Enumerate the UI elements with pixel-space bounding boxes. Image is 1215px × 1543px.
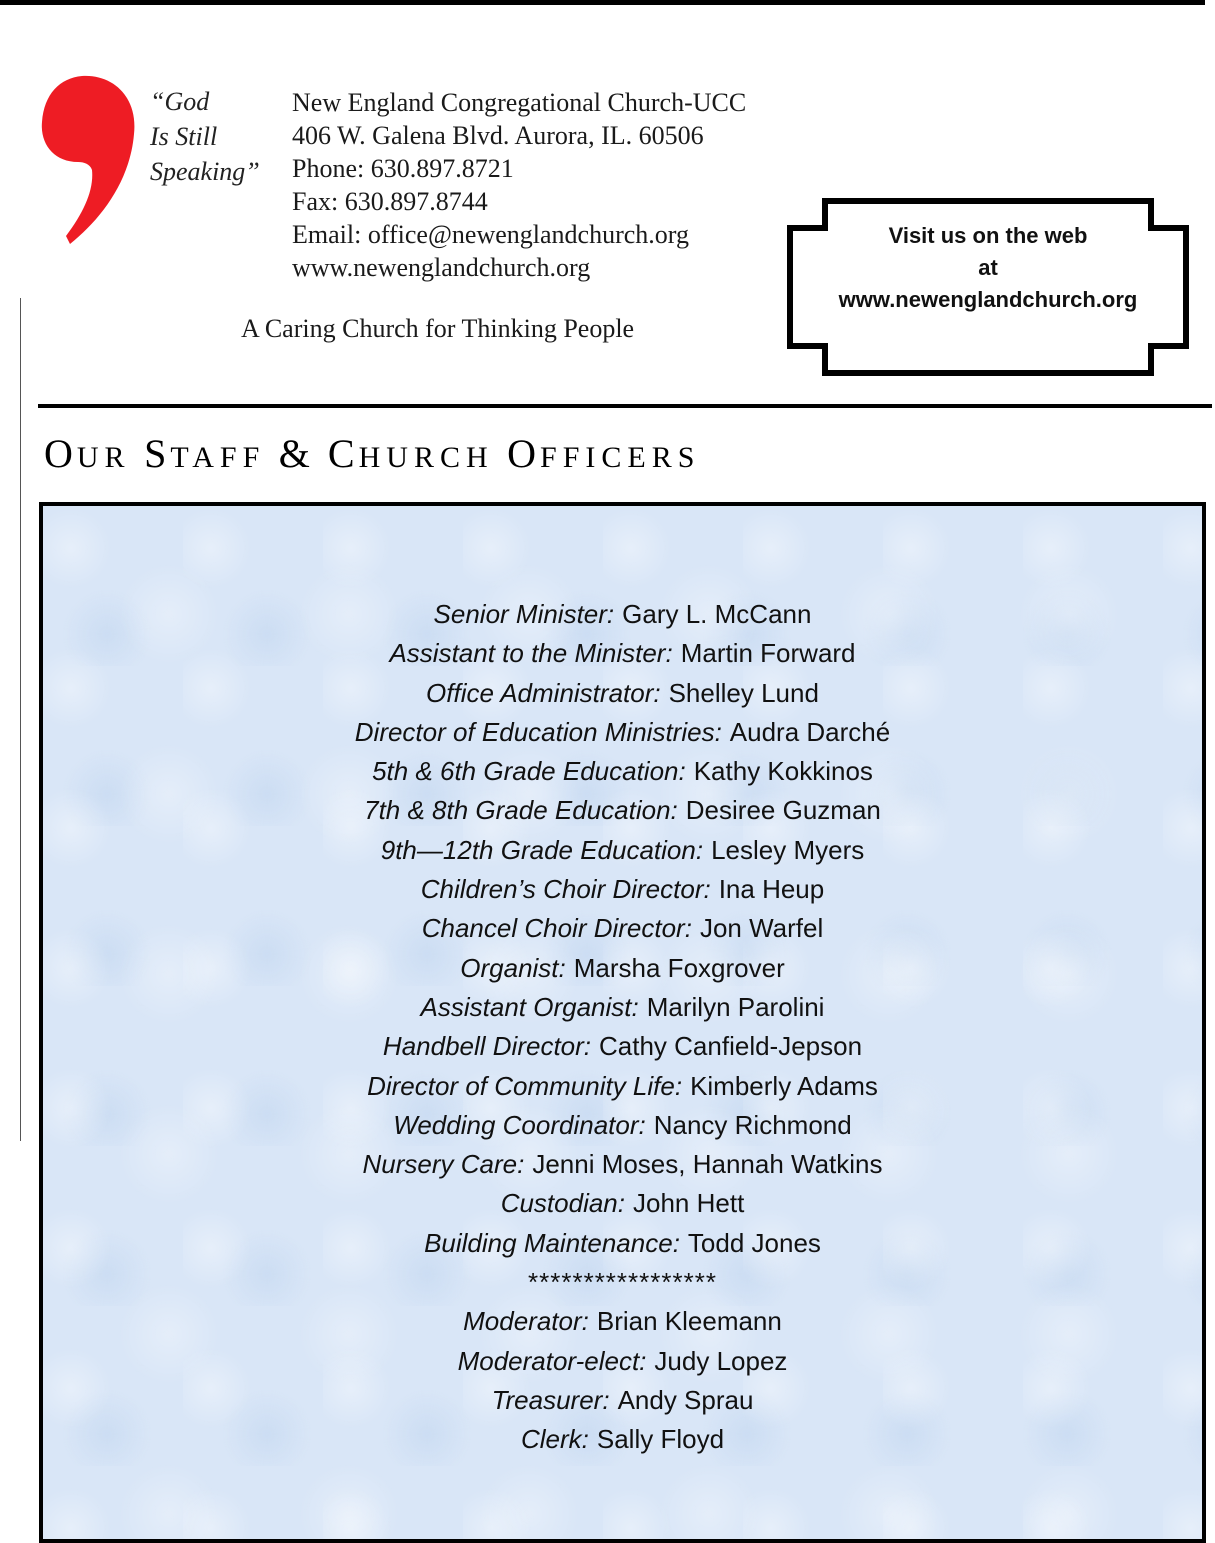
staff-name: Marsha Foxgrover xyxy=(573,952,785,983)
staff-row xyxy=(43,949,1202,988)
staff-row xyxy=(43,870,1202,909)
officer-row xyxy=(43,1302,1202,1341)
staff-role: Nursery Care: xyxy=(362,1149,525,1180)
staff-name: Gary L. McCann xyxy=(622,599,812,629)
staff-name: Todd Jones xyxy=(687,1227,821,1258)
staff-name: Kathy Kokkinos xyxy=(693,756,873,787)
web-callout-text xyxy=(785,220,1191,316)
title-part: UR xyxy=(76,441,145,474)
staff-role: Chancel Choir Director: xyxy=(421,913,692,944)
staff-role: Assistant Organist: xyxy=(420,991,639,1022)
staff-row xyxy=(43,1027,1202,1066)
staff-role: Building Maintenance: xyxy=(424,1227,680,1258)
church-name: New England Congregational Church-UCC xyxy=(292,88,747,117)
staff-name: Cathy Canfield-Jepson xyxy=(599,1031,863,1062)
staff-name: Audra Darché xyxy=(729,716,891,747)
staff-name: Jon Warfel xyxy=(699,913,824,944)
staff-name: Kimberly Adams xyxy=(690,1070,878,1101)
staff-role: Director of Education Ministries: xyxy=(354,716,722,747)
staff-row xyxy=(43,752,1202,791)
staff-row xyxy=(43,1067,1202,1106)
staff-panel xyxy=(39,502,1206,1543)
staff-row xyxy=(43,713,1202,752)
staff-row xyxy=(43,1184,1202,1223)
staff-name: Martin Forward xyxy=(680,638,856,669)
title-part: C xyxy=(327,431,359,476)
title-part: HURCH xyxy=(358,441,508,474)
officer-role: Moderator: xyxy=(463,1306,589,1337)
web-callout-line: Visit us on the web xyxy=(888,223,1088,248)
staff-row xyxy=(43,831,1202,870)
staff-role: Children’s Choir Director: xyxy=(420,874,711,905)
website-link[interactable]: www.newenglandchurch.org xyxy=(292,253,591,282)
staff-name: Shelley Lund xyxy=(668,677,819,708)
title-part: & xyxy=(278,431,328,476)
officer-name: Brian Kleemann xyxy=(596,1306,782,1337)
staff-list xyxy=(43,595,1202,1460)
staff-name: Nancy Richmond xyxy=(653,1109,852,1140)
staff-row xyxy=(43,988,1202,1027)
staff-row xyxy=(43,1106,1202,1145)
tagline xyxy=(150,84,260,189)
staff-role: Wedding Coordinator: xyxy=(393,1109,646,1140)
staff-name: Marilyn Parolini xyxy=(646,991,825,1022)
staff-role: Director of Community Life: xyxy=(367,1070,683,1101)
fax: Fax: 630.897.8744 xyxy=(292,187,488,216)
staff-row xyxy=(43,909,1202,948)
staff-row xyxy=(43,634,1202,673)
separator-stars: ***************** xyxy=(527,1267,717,1298)
staff-name: Jenni Moses, Hannah Watkins xyxy=(532,1149,883,1180)
staff-name: Desiree Guzman xyxy=(685,795,881,826)
officer-name: Judy Lopez xyxy=(654,1345,788,1376)
motto: A Caring Church for Thinking People xyxy=(241,314,635,343)
officer-row xyxy=(43,1342,1202,1381)
left-margin-rule xyxy=(20,298,21,1141)
staff-row xyxy=(43,674,1202,713)
phone: Phone: 630.897.8721 xyxy=(292,154,514,183)
staff-role: 7th & 8th Grade Education: xyxy=(364,795,678,826)
officer-role: Clerk: xyxy=(520,1424,589,1455)
title-part: TAFF xyxy=(170,441,279,474)
title-part: FFICERS xyxy=(540,441,701,474)
staff-name: John Hett xyxy=(633,1188,745,1219)
staff-row xyxy=(43,1224,1202,1263)
officer-role: Treasurer: xyxy=(491,1384,610,1415)
staff-row xyxy=(43,595,1202,634)
staff-role: Office Administrator: xyxy=(426,677,661,708)
web-callout-url[interactable]: www.newenglandchurch.org xyxy=(838,287,1138,312)
staff-name: Ina Heup xyxy=(718,874,825,905)
staff-role: 5th & 6th Grade Education: xyxy=(372,756,686,787)
officer-name: Andy Sprau xyxy=(617,1384,754,1415)
officer-row xyxy=(43,1381,1202,1420)
comma-icon xyxy=(34,72,144,252)
staff-role: 9th—12th Grade Education: xyxy=(380,834,704,865)
staff-role: Custodian: xyxy=(500,1188,625,1219)
staff-row xyxy=(43,791,1202,830)
title-part: S xyxy=(144,431,171,476)
officer-row xyxy=(43,1420,1202,1459)
web-callout-line: at xyxy=(978,255,998,280)
section-rule xyxy=(38,404,1212,408)
title-part: O xyxy=(44,431,77,476)
tagline-line: Is Still xyxy=(150,122,218,151)
staff-role: Organist: xyxy=(460,952,566,983)
top-rule xyxy=(0,0,1205,5)
address: 406 W. Galena Blvd. Aurora, IL. 60506 xyxy=(292,121,704,150)
officer-role: Moderator-elect: xyxy=(457,1345,647,1376)
staff-row xyxy=(43,1145,1202,1184)
staff-name: Lesley Myers xyxy=(711,834,865,865)
email: Email: office@newenglandchurch.org xyxy=(292,220,689,249)
section-title xyxy=(44,430,700,477)
web-callout xyxy=(785,196,1191,378)
tagline-line: “God xyxy=(150,87,210,116)
officer-name: Sally Floyd xyxy=(596,1424,725,1455)
title-part: O xyxy=(507,431,541,476)
tagline-line: Speaking” xyxy=(150,157,260,186)
staff-role: Senior Minister: xyxy=(433,599,615,629)
contact-block xyxy=(292,86,746,284)
staff-role: Handbell Director: xyxy=(382,1031,592,1062)
staff-role: Assistant to the Minister: xyxy=(389,638,673,669)
